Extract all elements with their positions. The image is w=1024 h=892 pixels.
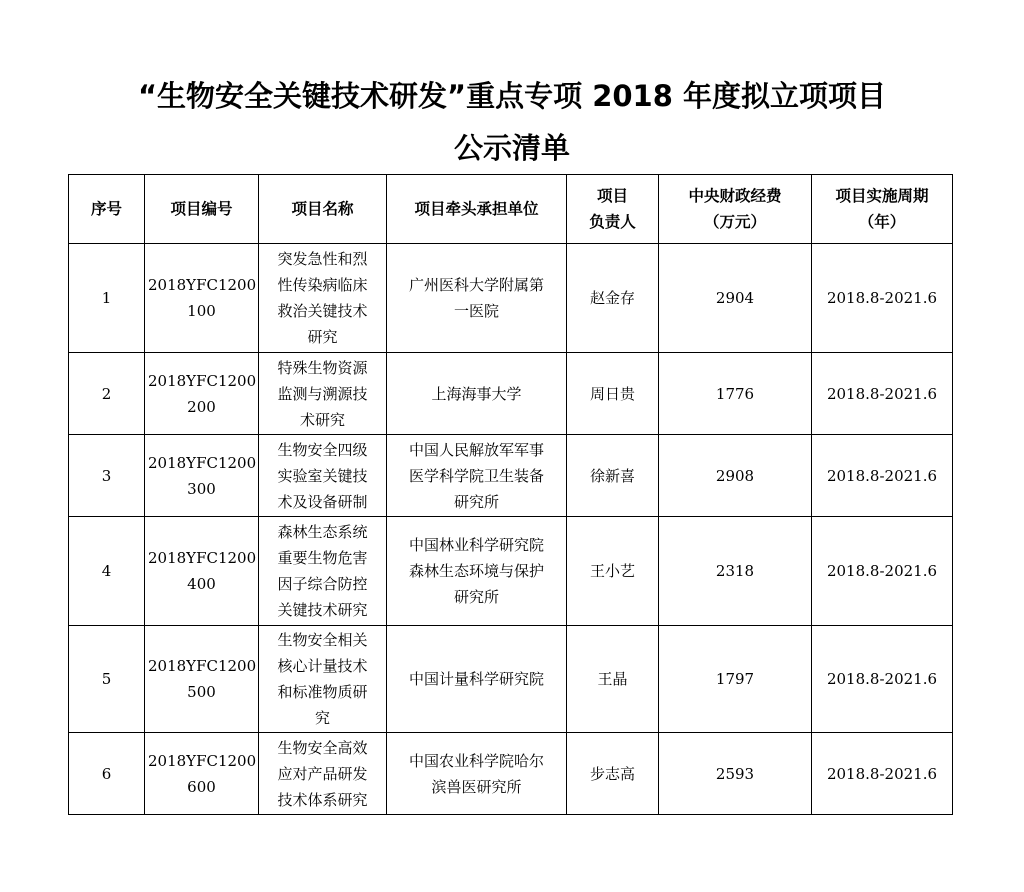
- cell-leader: 赵金存: [567, 244, 659, 353]
- lead-unit-line: 研究所: [453, 492, 499, 511]
- cell-project-code: [145, 733, 259, 815]
- cell-index: 6: [69, 733, 145, 815]
- project-code-line: 2018YFC1200: [148, 657, 257, 675]
- header-unit: 项目牵头承担单位: [387, 175, 567, 244]
- project-name-line: 实验室关键技: [277, 466, 368, 485]
- lead-unit-line: 滨兽医研究所: [431, 777, 522, 796]
- cell-index: 3: [69, 435, 145, 517]
- cell-funding: 2908: [659, 435, 812, 517]
- table-row: [69, 244, 953, 353]
- document-title: “生物安全关键技术研发”重点专项 2018 年度拟立项项目: [137, 79, 887, 113]
- lead-unit-line: 中国计量科学研究院: [408, 670, 544, 688]
- cell-index: 4: [69, 517, 145, 626]
- cell-leader: 步志高: [567, 733, 659, 815]
- lead-unit-line: 广州医科大学附属第: [408, 276, 544, 294]
- project-code-line: 300: [187, 479, 216, 498]
- project-name-line: 研究: [307, 328, 338, 346]
- cell-project-code: [145, 435, 259, 517]
- project-name-line: 生物安全四级: [277, 440, 368, 459]
- project-name-line: 重要生物危害: [277, 549, 368, 567]
- lead-unit-line: 中国农业科学院哈尔: [408, 751, 544, 770]
- header-funding: [659, 175, 812, 244]
- project-code-line: 2018YFC1200: [148, 453, 257, 472]
- project-name-line: 和标准物质研: [277, 683, 368, 701]
- header-code: 项目编号: [145, 175, 259, 244]
- project-code-line: 400: [187, 575, 216, 593]
- header-name: 项目名称: [259, 175, 387, 244]
- project-name-line: 究: [314, 709, 330, 727]
- cell-project-name: [259, 244, 387, 353]
- cell-project-code: [145, 244, 259, 353]
- cell-project-name: [259, 517, 387, 626]
- header-index: 序号: [69, 175, 145, 244]
- header-period-line-1: 项目实施周期: [835, 187, 929, 205]
- header-period: [812, 175, 953, 244]
- project-name-line: 性传染病临床: [277, 276, 368, 294]
- cell-lead-unit: [387, 733, 567, 815]
- project-name-line: 应对产品研发: [277, 764, 368, 783]
- cell-leader: 王小艺: [567, 517, 659, 626]
- cell-leader: 徐新喜: [567, 435, 659, 517]
- header-leader-line-2: 负责人: [589, 213, 636, 231]
- cell-period: 2018.8-2021.6: [812, 353, 953, 435]
- project-name-line: 特殊生物资源: [277, 358, 368, 377]
- cell-lead-unit: [387, 626, 567, 733]
- project-name-line: 关键技术研究: [277, 601, 368, 619]
- lead-unit-line: 中国林业科学研究院: [408, 536, 544, 554]
- cell-index: 2: [69, 353, 145, 435]
- project-name-line: 因子综合防控: [277, 575, 368, 593]
- cell-lead-unit: [387, 353, 567, 435]
- cell-lead-unit: [387, 435, 567, 517]
- table-row: [69, 435, 953, 517]
- lead-unit-line: 中国人民解放军军事: [408, 440, 544, 459]
- project-name-line: 核心计量技术: [277, 657, 368, 675]
- cell-project-code: [145, 517, 259, 626]
- cell-project-name: [259, 626, 387, 733]
- project-name-line: 救治关键技术: [277, 302, 368, 320]
- cell-period: 2018.8-2021.6: [812, 733, 953, 815]
- cell-funding: 2318: [659, 517, 812, 626]
- cell-period: 2018.8-2021.6: [812, 517, 953, 626]
- cell-index: 1: [69, 244, 145, 353]
- header-period-line-2: （年）: [858, 213, 906, 231]
- cell-period: 2018.8-2021.6: [812, 626, 953, 733]
- project-code-line: 600: [187, 777, 216, 796]
- table-row: [69, 517, 953, 626]
- project-code-line: 2018YFC1200: [148, 276, 257, 294]
- project-code-line: 2018YFC1200: [148, 549, 257, 567]
- cell-project-name: [259, 733, 387, 815]
- document-subtitle: 公示清单: [453, 131, 570, 165]
- cell-project-code: [145, 626, 259, 733]
- header-funding-line-1: 中央财政经费: [688, 187, 782, 205]
- cell-leader: 王晶: [567, 626, 659, 733]
- cell-funding: 1797: [659, 626, 812, 733]
- header-leader: [567, 175, 659, 244]
- project-code-line: 2018YFC1200: [148, 751, 257, 770]
- project-code-line: 500: [187, 683, 216, 701]
- lead-unit-line: 研究所: [453, 588, 499, 606]
- table-header-row: [69, 175, 953, 244]
- project-name-line: 术研究: [299, 410, 345, 429]
- lead-unit-line: 医学科学院卫生装备: [408, 466, 544, 485]
- cell-leader: 周日贵: [567, 353, 659, 435]
- cell-funding: 2593: [659, 733, 812, 815]
- table-row: [69, 626, 953, 733]
- project-code-line: 100: [187, 302, 216, 320]
- project-code-line: 200: [187, 397, 216, 416]
- cell-lead-unit: [387, 244, 567, 353]
- cell-period: 2018.8-2021.6: [812, 244, 953, 353]
- header-funding-line-2: （万元）: [703, 213, 766, 231]
- lead-unit-line: 森林生态环境与保护: [408, 562, 544, 580]
- cell-project-name: [259, 353, 387, 435]
- project-code-line: 2018YFC1200: [148, 371, 257, 390]
- cell-lead-unit: [387, 517, 567, 626]
- project-name-line: 生物安全高效: [277, 738, 368, 757]
- table-row: [69, 353, 953, 435]
- cell-project-code: [145, 353, 259, 435]
- table-row: [69, 733, 953, 815]
- cell-funding: 1776: [659, 353, 812, 435]
- cell-project-name: [259, 435, 387, 517]
- project-name-line: 术及设备研制: [277, 492, 368, 511]
- project-table: [68, 174, 953, 815]
- lead-unit-line: 一医院: [453, 302, 499, 320]
- project-name-line: 突发急性和烈: [277, 250, 368, 268]
- project-name-line: 监测与溯源技: [277, 384, 368, 403]
- cell-index: 5: [69, 626, 145, 733]
- lead-unit-line: 上海海事大学: [431, 384, 522, 403]
- header-leader-line-1: 项目: [596, 187, 628, 205]
- cell-funding: 2904: [659, 244, 812, 353]
- project-name-line: 森林生态系统: [277, 523, 368, 541]
- cell-period: 2018.8-2021.6: [812, 435, 953, 517]
- project-name-line: 生物安全相关: [277, 631, 368, 649]
- project-name-line: 技术体系研究: [277, 790, 368, 809]
